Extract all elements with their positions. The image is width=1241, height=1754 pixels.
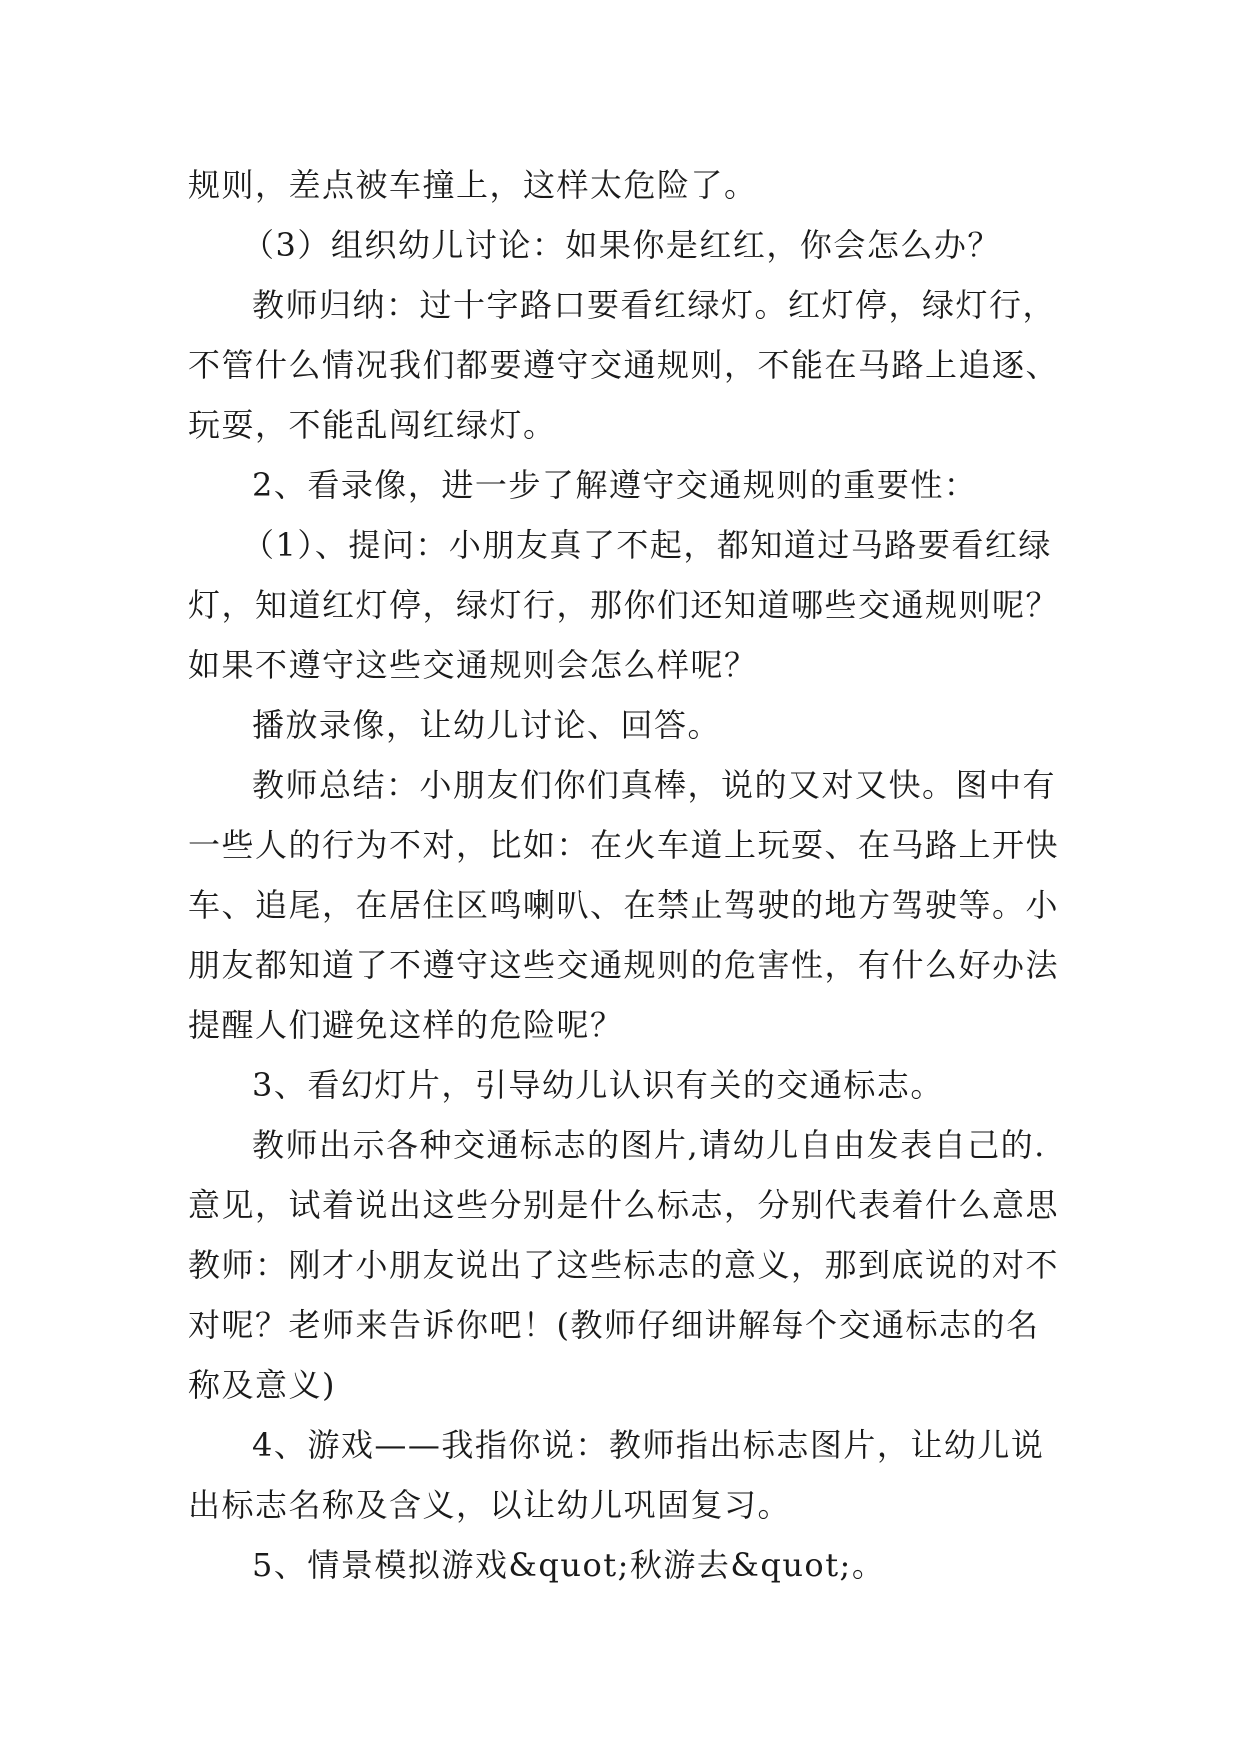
paragraph-line: 4、游戏——我指你说：教师指出标志图片，让幼儿说	[252, 1426, 1045, 1464]
paragraph-line: 2、看录像，进一步了解遵守交通规则的重要性：	[252, 466, 978, 504]
paragraph-line: 播放录像，让幼儿讨论、回答。	[252, 706, 722, 744]
paragraph-line: 对呢？老师来告诉你吧！(教师仔细讲解每个交通标志的名	[188, 1306, 1040, 1344]
paragraph-line: 教师归纳：过十字路口要看红绿灯。红灯停，绿灯行，	[252, 286, 1057, 324]
paragraph-line: 玩耍，不能乱闯红绿灯。	[188, 406, 557, 444]
paragraph-line: 教师出示各种交通标志的图片,请幼儿自由发表自己的.	[252, 1126, 1046, 1164]
paragraph-line: 5、情景模拟游戏&quot;秋游去&quot;。	[252, 1546, 886, 1584]
paragraph-line: 不管什么情况我们都要遵守交通规则，不能在马路上追逐、	[188, 346, 1060, 384]
paragraph-line: 出标志名称及含义，以让幼儿巩固复习。	[188, 1486, 792, 1524]
paragraph-line: （1）、提问：小朋友真了不起，都知道过马路要看红绿	[242, 526, 1052, 564]
paragraph-line: 教师总结：小朋友们你们真棒，说的又对又快。图中有	[252, 766, 1057, 804]
paragraph-line: 如果不遵守这些交通规则会怎么样呢？	[188, 646, 758, 684]
paragraph-line: 车、追尾，在居住区鸣喇叭、在禁止驾驶的地方驾驶等。小	[188, 886, 1060, 924]
document-body	[188, 155, 1060, 1595]
paragraph-line: 称及意义)	[188, 1366, 336, 1404]
paragraph-line: 提醒人们避免这样的危险呢？	[188, 1006, 624, 1044]
paragraph-line: 规则，差点被车撞上，这样太危险了。	[188, 166, 758, 204]
paragraph-line: 3、看幻灯片，引导幼儿认识有关的交通标志。	[252, 1066, 944, 1104]
paragraph-line: 朋友都知道了不遵守这些交通规则的危害性，有什么好办法	[188, 946, 1060, 984]
paragraph-line: （3）组织幼儿讨论：如果你是红红，你会怎么办？	[242, 226, 1001, 264]
paragraph-line: 意见，试着说出这些分别是什么标志，分别代表着什么意思	[188, 1186, 1060, 1224]
paragraph-line: 一些人的行为不对，比如：在火车道上玩耍、在马路上开快	[188, 826, 1060, 864]
paragraph-line: 灯，知道红灯停，绿灯行，那你们还知道哪些交通规则呢？	[188, 586, 1060, 624]
paragraph-line: 教师：刚才小朋友说出了这些标志的意义，那到底说的对不	[188, 1246, 1060, 1284]
